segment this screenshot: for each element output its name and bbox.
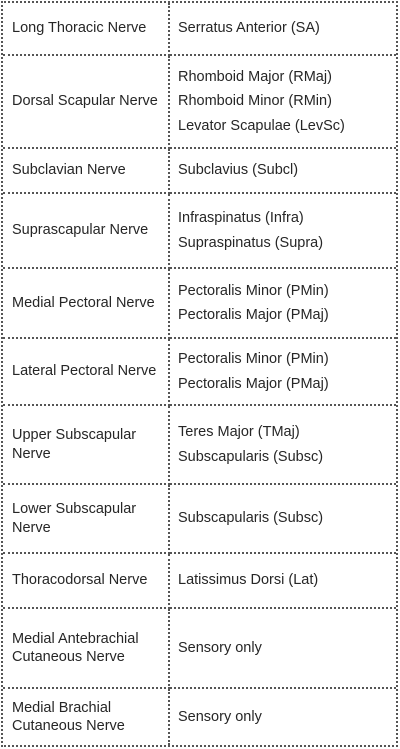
nerve-cell: Dorsal Scapular Nerve (3, 55, 169, 148)
table-row (3, 338, 396, 405)
muscle-name: Pectoralis Major (PMaj) (178, 375, 329, 392)
muscle-name: Levator Scapulae (LevSc) (178, 117, 345, 134)
nerve-cell: Medial Brachial Cutaneous Nerve (3, 688, 169, 745)
muscle-name: Rhomboid Minor (RMin) (178, 93, 332, 110)
nerve-cell: Thoracodorsal Nerve (3, 553, 169, 608)
muscle-cell (169, 553, 396, 608)
table-row (3, 268, 396, 338)
table-body (3, 3, 396, 745)
table-row (3, 484, 396, 553)
muscle-name: Subscapularis (Subsc) (178, 448, 324, 465)
muscle-name: Pectoralis Minor (PMin) (178, 282, 329, 299)
muscle-cell (169, 148, 396, 193)
muscle-name: Subscapularis (Subsc) (178, 510, 324, 527)
muscle-cell (169, 608, 396, 688)
muscle-cell (169, 193, 396, 268)
nerve-cell: Lower Subscapular Nerve (3, 484, 169, 553)
muscle-cell (169, 688, 396, 745)
muscle-cell (169, 338, 396, 405)
muscle-name: Supraspinatus (Supra) (178, 234, 324, 251)
nerve-muscle-grid (3, 3, 396, 745)
table-row (3, 688, 396, 745)
nerve-cell: Subclavian Nerve (3, 148, 169, 193)
muscle-name: Teres Major (TMaj) (178, 424, 300, 440)
nerve-cell: Medial Antebrachial Cutaneous Nerve (3, 608, 169, 688)
nerve-cell: Medial Pectoral Nerve (3, 268, 169, 338)
muscle-name: Serratus Anterior (SA) (178, 20, 320, 37)
muscle-name: Rhomboid Major (RMaj) (178, 68, 332, 85)
table-row (3, 193, 396, 268)
muscle-name: Pectoralis Minor (PMin) (178, 351, 329, 367)
muscle-name: Sensory only (178, 708, 262, 725)
nerve-cell: Upper Subscapular Nerve (3, 405, 169, 484)
table-row (3, 553, 396, 608)
table-row (3, 148, 396, 193)
nerve-muscle-table (1, 1, 398, 747)
table-row (3, 55, 396, 148)
nerve-cell: Suprascapular Nerve (3, 193, 169, 268)
muscle-name: Infraspinatus (Infra) (178, 210, 304, 226)
table-row (3, 405, 396, 484)
muscle-cell (169, 405, 396, 484)
nerve-cell: Long Thoracic Nerve (3, 3, 169, 55)
muscle-cell (169, 484, 396, 553)
muscle-name: Subclavius (Subcl) (178, 162, 299, 179)
table-row (3, 608, 396, 688)
table-row (3, 3, 396, 55)
muscle-cell (169, 3, 396, 55)
muscle-cell (169, 55, 396, 148)
nerve-cell: Lateral Pectoral Nerve (3, 338, 169, 405)
muscle-name: Latissimus Dorsi (Lat) (178, 572, 319, 589)
muscle-name: Pectoralis Major (PMaj) (178, 307, 329, 323)
muscle-cell (169, 268, 396, 338)
muscle-name: Sensory only (178, 639, 262, 656)
